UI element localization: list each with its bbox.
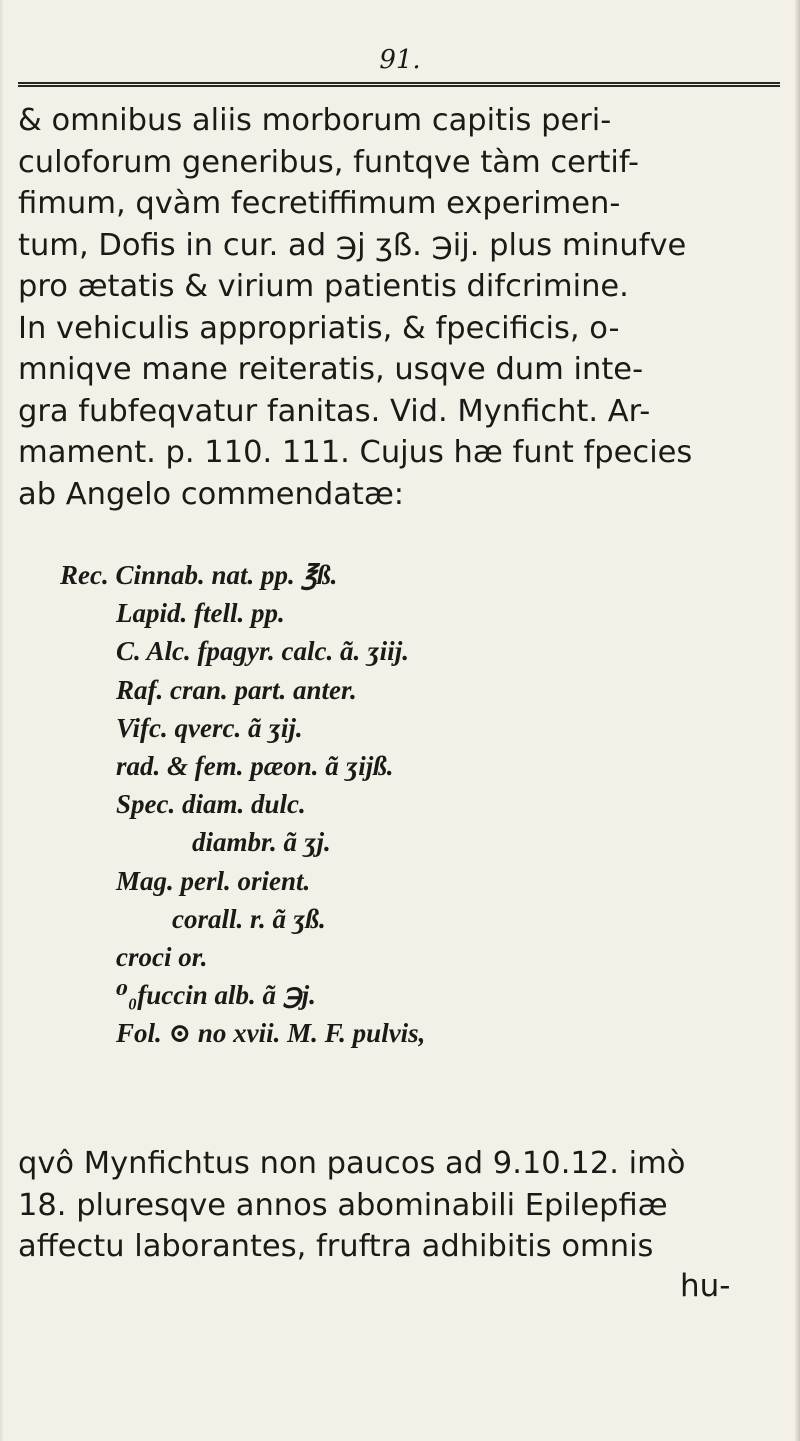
text-line: gra fubfeqvatur fanitas. Vid. Mynficht. Ar- <box>18 393 651 429</box>
recipe-line: Mag. perl. orient. <box>116 865 311 896</box>
text-line: fimum, qvàm fecretiffimum experimen- <box>18 186 621 221</box>
recipe-line: C. Alc. fpagyr. calc. ã. ʒiij. <box>116 636 409 667</box>
recipe-line: corall. r. ã ʒß. <box>172 903 326 934</box>
text-line: 18. pluresqve annos abominabili Epilepfiæ <box>18 1187 668 1223</box>
recipe-line: diambr. ã ʒj. <box>192 827 331 858</box>
text-line: mament. p. 110. 111. Cujus hæ funt fpecies <box>18 435 693 470</box>
text-line: qvô Mynfichtus non paucos ad 9.10.12. imò <box>18 1146 686 1181</box>
text-line: affectu laborantes, fruftra adhibitis omnis <box>18 1229 654 1264</box>
gutter-shadow <box>0 0 4 1441</box>
text-line: & omnibus aliis morborum capitis peri- <box>18 103 612 138</box>
recipe-line: Vifc. qverc. ã ʒij. <box>116 712 303 743</box>
recipe-line: rad. & fem. pæon. ã ʒijß. <box>116 750 394 781</box>
text-line: pro ætatis & virium patientis difcrimine. <box>18 269 629 304</box>
text-line: In vehiculis appropriatis, & fpecificis, o- <box>18 310 620 346</box>
recipe-line: Raf. cran. part. anter. <box>116 674 357 705</box>
recipe-line: croci or. <box>116 941 208 972</box>
body-paragraph <box>18 100 778 515</box>
header-rule <box>18 82 780 87</box>
text-line: ab Angelo commendatæ: <box>18 476 405 512</box>
catchword: hu- <box>680 1268 731 1304</box>
page-edge-shadow <box>794 0 800 1441</box>
recipe-line: Spec. diam. dulc. <box>116 789 306 820</box>
closing-paragraph <box>18 1143 778 1268</box>
recipe-line: Lapid. ftell. pp. <box>116 598 285 629</box>
text-line: mniqve mane reiteratis, usqve dum inte- <box>18 352 644 387</box>
text-line: culoforum generibus, funtqve tàm certif- <box>18 144 639 180</box>
text-line: tum, Dofis in cur. ad ℈j ʒß. ℈ij. plus minufve <box>18 227 687 263</box>
recipe-line: Rec. Cinnab. nat. pp. ℥ß. <box>60 560 338 590</box>
recipe-line: Fol. ⊙ no xvii. M. F. pulvis, <box>116 1018 426 1049</box>
page-number: 91. <box>379 45 421 75</box>
recipe-line: ⁰₀fuccin alb. ã ℈j. <box>116 980 316 1011</box>
recipe-block <box>60 556 780 1052</box>
